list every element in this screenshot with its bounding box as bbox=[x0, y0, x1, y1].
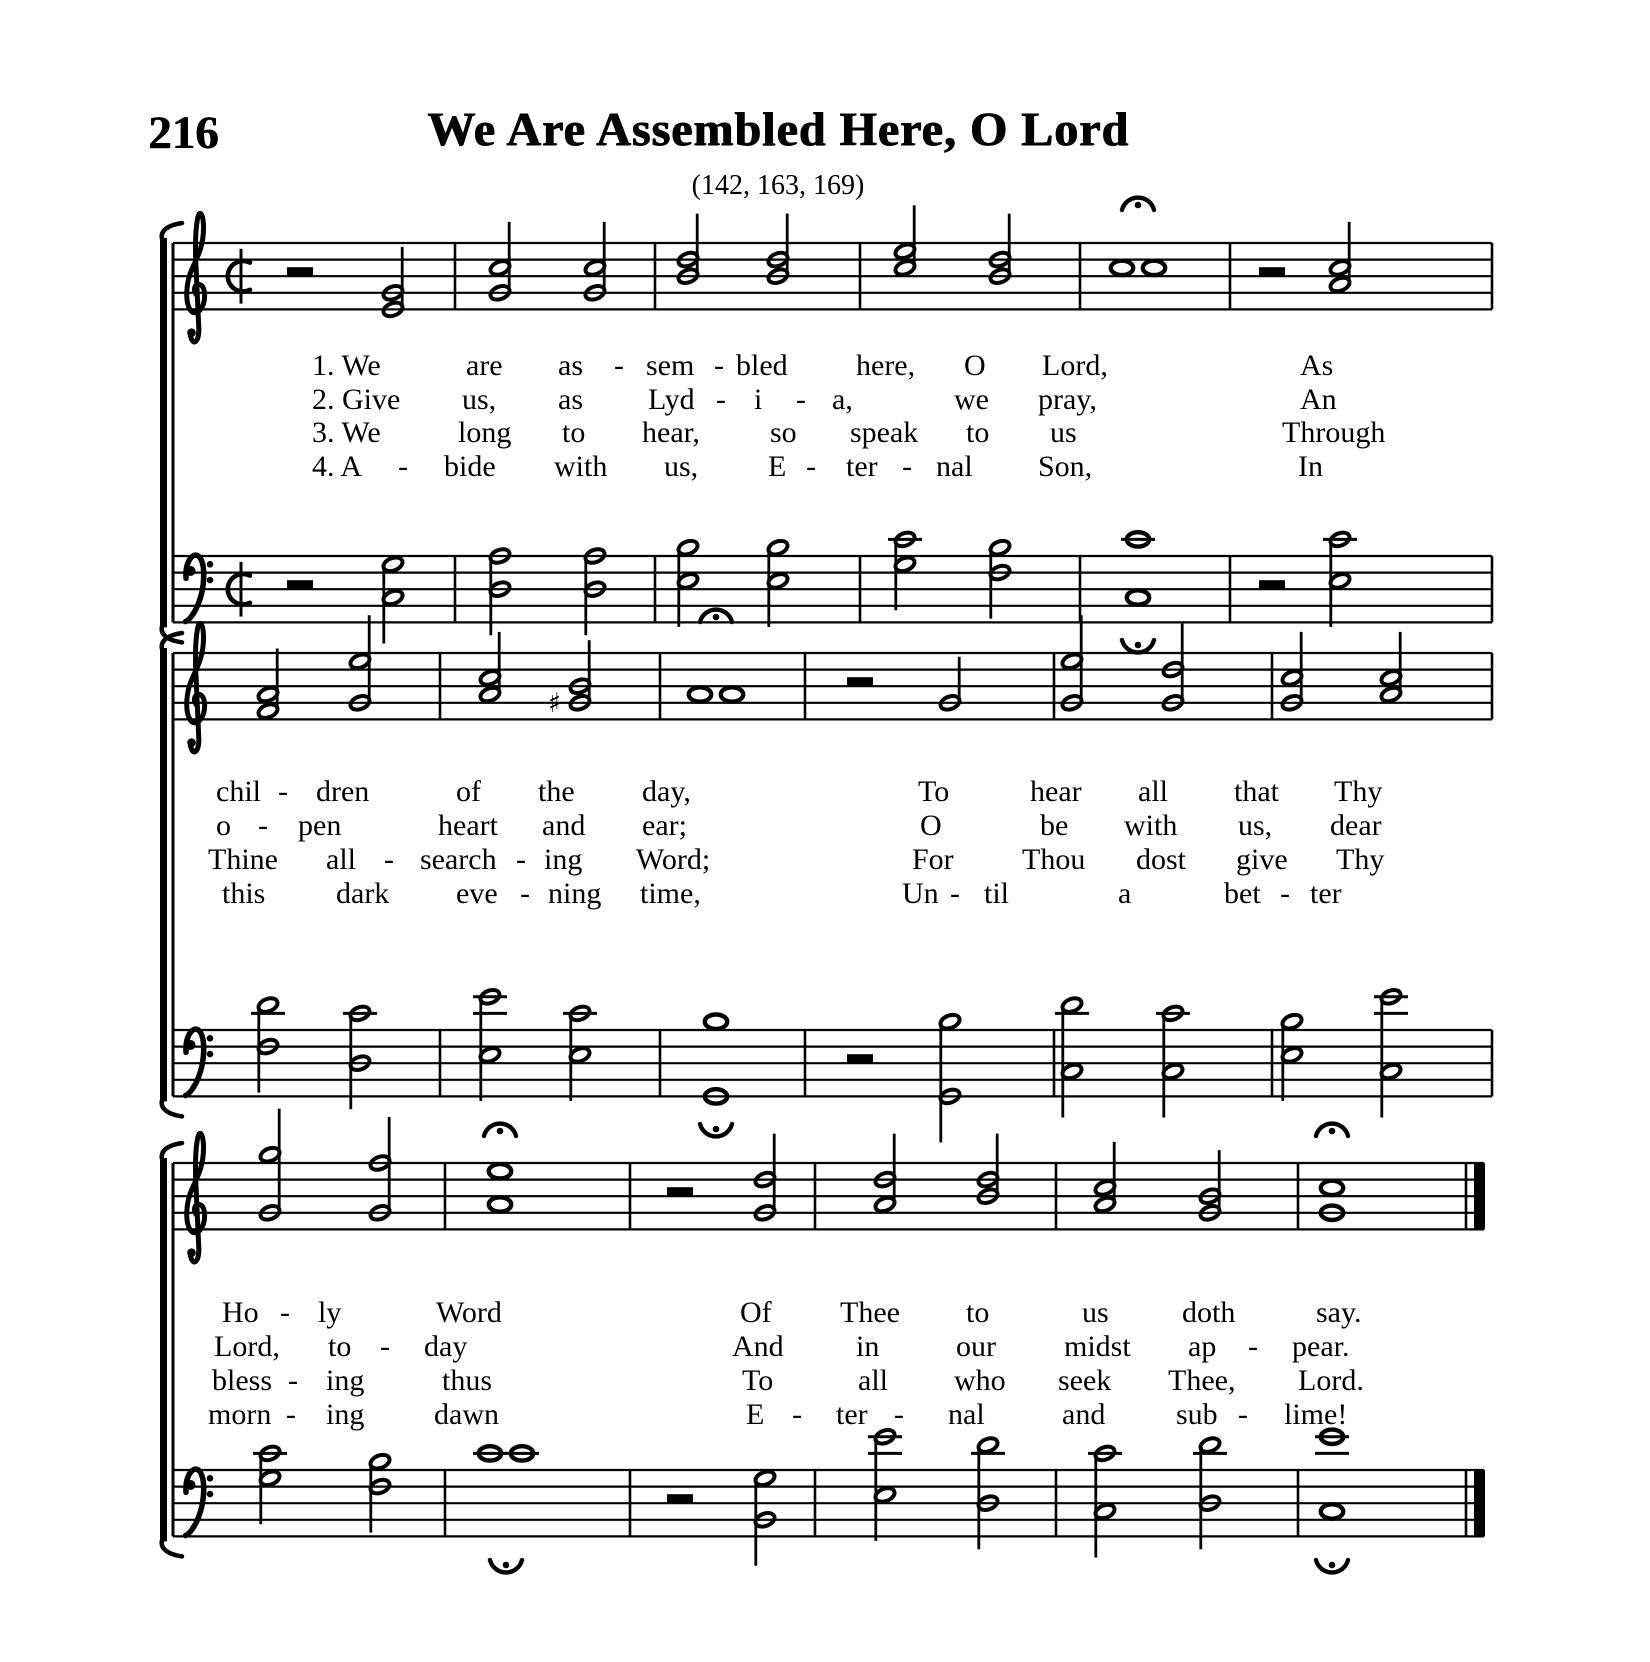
final-barline bbox=[1474, 1470, 1485, 1536]
lyric-syllable: all bbox=[326, 843, 356, 876]
lyric-syllable: lime! bbox=[1284, 1398, 1348, 1431]
lyric-syllable: - bbox=[716, 383, 726, 416]
whole-note-head bbox=[1321, 1181, 1343, 1195]
lyric-syllable: ter bbox=[1310, 877, 1342, 910]
lyric-syllable: dost bbox=[1136, 843, 1187, 876]
lyric-syllable: hear bbox=[1030, 775, 1082, 808]
lyric-syllable: i bbox=[754, 383, 763, 416]
system-bracket bbox=[160, 648, 167, 1101]
lyric-syllable: Thy bbox=[1334, 775, 1383, 808]
lyric-syllable: heart bbox=[438, 809, 498, 842]
half-rest bbox=[847, 1054, 873, 1063]
hymn-references: (142, 163, 169) bbox=[691, 170, 865, 201]
lyric-syllable: morn bbox=[208, 1398, 272, 1431]
lyric-syllable: time, bbox=[640, 877, 701, 910]
fermata-icon bbox=[1135, 202, 1142, 209]
lyric-syllable: An bbox=[1300, 383, 1337, 416]
system-bracket bbox=[162, 223, 182, 239]
lyric-syllable: all bbox=[1138, 775, 1168, 808]
treble-clef-icon bbox=[187, 738, 196, 747]
lyric-syllable: O bbox=[964, 349, 986, 382]
lyric-syllable: - bbox=[398, 450, 408, 483]
lyric-syllable: dawn bbox=[434, 1398, 499, 1431]
hymn-number: 216 bbox=[148, 107, 219, 159]
lyric-syllable: - bbox=[792, 1398, 802, 1431]
lyric-syllable: chil bbox=[216, 775, 261, 808]
lyric-syllable: 4. A bbox=[312, 450, 363, 483]
fermata-icon bbox=[503, 1562, 510, 1569]
lyric-syllable: ning bbox=[548, 877, 602, 910]
lyric-syllable: - bbox=[902, 450, 912, 483]
system-bracket bbox=[160, 238, 167, 627]
lyric-syllable: eve bbox=[456, 877, 498, 910]
lyric-syllable: Word bbox=[436, 1296, 502, 1329]
whole-note-head bbox=[489, 1197, 511, 1211]
treble-clef-icon bbox=[187, 1133, 205, 1262]
lyric-syllable: pear. bbox=[1292, 1330, 1350, 1363]
lyric-syllable: Thy bbox=[1336, 843, 1385, 876]
lyric-syllable: be bbox=[1040, 809, 1069, 842]
lyric-syllable: sem bbox=[646, 349, 695, 382]
lyric-syllable: Of bbox=[740, 1296, 772, 1329]
lyric-syllable: doth bbox=[1182, 1296, 1236, 1329]
fermata-icon bbox=[1329, 1562, 1336, 1569]
bass-clef-icon bbox=[186, 1480, 196, 1490]
lyric-syllable: thus bbox=[442, 1364, 493, 1397]
lyric-syllable: til bbox=[984, 877, 1010, 910]
lyric-syllable: bet bbox=[1224, 877, 1261, 910]
lyric-syllable: - bbox=[950, 877, 960, 910]
lyric-syllable: speak bbox=[850, 416, 919, 449]
half-rest bbox=[287, 580, 313, 589]
lyric-syllable: to bbox=[966, 416, 990, 449]
lyric-syllable: long bbox=[458, 416, 512, 449]
system-bracket bbox=[160, 1158, 167, 1541]
lyric-syllable: - bbox=[384, 843, 394, 876]
lyric-syllable: - bbox=[288, 1364, 298, 1397]
lyric-syllable: - bbox=[806, 450, 816, 483]
lyric-syllable: all bbox=[858, 1364, 888, 1397]
lyric-syllable: as bbox=[558, 383, 583, 416]
lyric-syllable: seek bbox=[1058, 1364, 1112, 1397]
system-bracket bbox=[162, 1143, 182, 1159]
lyric-syllable: a bbox=[1118, 877, 1132, 910]
lyric-syllable: Son, bbox=[1038, 450, 1093, 483]
whole-note-head bbox=[1111, 261, 1133, 275]
lyric-syllable: Thine bbox=[208, 843, 278, 876]
lyric-syllable: as bbox=[558, 349, 583, 382]
whole-note-head bbox=[1321, 1504, 1343, 1518]
lyric-syllable: our bbox=[956, 1330, 996, 1363]
lyric-syllable: give bbox=[1236, 843, 1288, 876]
lyric-syllable: ap bbox=[1188, 1330, 1217, 1363]
lyric-syllable: and bbox=[1062, 1398, 1106, 1431]
lyric-syllable: Thee bbox=[840, 1296, 900, 1329]
lyric-syllable: we bbox=[954, 383, 989, 416]
lyric-syllable: Lord. bbox=[1298, 1364, 1364, 1397]
lyric-syllable: pen bbox=[298, 809, 342, 842]
fermata-icon bbox=[713, 1126, 720, 1133]
lyric-syllable: - bbox=[1280, 877, 1290, 910]
lyric-syllable: us, bbox=[462, 383, 497, 416]
lyric-syllable: us bbox=[1082, 1296, 1109, 1329]
lyric-syllable: us, bbox=[664, 450, 699, 483]
bass-clef-icon bbox=[207, 1491, 214, 1498]
lyric-syllable: dark bbox=[336, 877, 390, 910]
lyric-syllable: midst bbox=[1064, 1330, 1131, 1363]
lyric-syllable: - bbox=[714, 349, 724, 382]
lyric-syllable: 3. We bbox=[312, 416, 381, 449]
lyric-syllable: ing bbox=[326, 1364, 365, 1397]
bass-clef-icon bbox=[207, 561, 214, 568]
lyric-syllable: ing bbox=[544, 843, 583, 876]
lyric-syllable: - bbox=[614, 349, 624, 382]
lyric-syllable: us, bbox=[1238, 809, 1273, 842]
lyric-syllable: - bbox=[520, 877, 530, 910]
bass-clef-icon bbox=[207, 577, 214, 584]
fermata-icon bbox=[1329, 1128, 1336, 1135]
lyric-syllable: and bbox=[542, 809, 586, 842]
whole-note-head bbox=[489, 1164, 511, 1178]
lyric-syllable: Lord, bbox=[1042, 349, 1108, 382]
lyric-syllable: with bbox=[1124, 809, 1178, 842]
hymn-title: We Are Assembled Here, O Lord bbox=[427, 103, 1129, 156]
lyric-syllable: 2. Give bbox=[312, 383, 401, 416]
lyric-syllable: - bbox=[1238, 1398, 1248, 1431]
lyric-syllable: with bbox=[554, 450, 608, 483]
lyric-syllable: ter bbox=[846, 450, 878, 483]
half-rest bbox=[847, 677, 873, 686]
whole-note-head bbox=[705, 1015, 727, 1029]
half-rest bbox=[1259, 267, 1285, 276]
whole-note-head bbox=[721, 687, 743, 701]
whole-note-head bbox=[1143, 261, 1165, 275]
lyric-syllable: o bbox=[216, 809, 231, 842]
bass-clef-icon bbox=[207, 1051, 214, 1058]
lyric-syllable: ly bbox=[318, 1296, 342, 1329]
lyric-syllable: nal bbox=[936, 450, 973, 483]
lyric-syllable: the bbox=[538, 775, 575, 808]
lyric-syllable: - bbox=[894, 1398, 904, 1431]
lyric-syllable: day, bbox=[642, 775, 691, 808]
lyric-syllable: of bbox=[456, 775, 481, 808]
lyric-syllable: - bbox=[516, 843, 526, 876]
lyric-syllable: who bbox=[954, 1364, 1006, 1397]
fermata-icon bbox=[497, 1128, 504, 1135]
lyric-syllable: Ho bbox=[222, 1296, 259, 1329]
lyric-syllable: here, bbox=[856, 349, 916, 382]
lyric-syllable: to bbox=[328, 1330, 352, 1363]
lyric-syllable: ear; bbox=[642, 809, 687, 842]
lyric-syllable: so bbox=[770, 416, 797, 449]
half-rest bbox=[667, 1494, 693, 1503]
lyric-syllable: To bbox=[742, 1364, 774, 1397]
whole-note-head bbox=[1127, 590, 1149, 604]
lyric-syllable: Word; bbox=[636, 843, 711, 876]
whole-note-head bbox=[689, 687, 711, 701]
lyric-syllable: us bbox=[1050, 416, 1077, 449]
lyric-syllable: are bbox=[466, 349, 503, 382]
lyric-syllable: dren bbox=[316, 775, 370, 808]
treble-clef-icon bbox=[187, 623, 205, 752]
lyric-syllable: - bbox=[1248, 1330, 1258, 1363]
lyric-syllable: ing bbox=[326, 1398, 365, 1431]
lyric-syllable: E bbox=[746, 1398, 765, 1431]
lyric-syllable: And bbox=[732, 1330, 784, 1363]
treble-clef-icon bbox=[187, 328, 196, 337]
lyric-syllable: to bbox=[966, 1296, 990, 1329]
lyric-syllable: - bbox=[286, 1398, 296, 1431]
lyric-syllable: O bbox=[920, 809, 942, 842]
lyric-syllable: dear bbox=[1330, 809, 1382, 842]
sharp-accidental: ♯ bbox=[548, 687, 562, 719]
lyric-syllable: that bbox=[1234, 775, 1279, 808]
lyric-syllable: search bbox=[420, 843, 497, 876]
fermata-icon bbox=[1135, 642, 1142, 649]
lyric-syllable: Thee, bbox=[1168, 1364, 1236, 1397]
bass-clef-icon bbox=[207, 1475, 214, 1482]
half-rest bbox=[667, 1187, 693, 1196]
fermata-icon bbox=[713, 614, 720, 621]
lyric-syllable: hear, bbox=[642, 416, 700, 449]
lyric-syllable: - bbox=[796, 383, 806, 416]
lyric-syllable: Through bbox=[1282, 416, 1386, 449]
lyric-syllable: 1. We bbox=[312, 349, 381, 382]
bass-clef-icon bbox=[186, 1040, 196, 1050]
system-bracket bbox=[162, 1100, 182, 1116]
lyric-syllable: nal bbox=[948, 1398, 985, 1431]
lyric-syllable: Thou bbox=[1022, 843, 1086, 876]
lyric-syllable: day bbox=[424, 1330, 468, 1363]
lyric-syllable: this bbox=[222, 877, 266, 910]
lyric-syllable: bless bbox=[212, 1364, 272, 1397]
lyric-syllable: E bbox=[768, 450, 787, 483]
lyric-syllable: As bbox=[1300, 349, 1334, 382]
lyric-syllable: in bbox=[856, 1330, 880, 1363]
lyric-syllable: to bbox=[562, 416, 586, 449]
half-rest bbox=[287, 267, 313, 276]
lyric-syllable: Lyd bbox=[648, 383, 695, 416]
lyric-syllable: bide bbox=[444, 450, 496, 483]
lyric-syllable: - bbox=[258, 809, 268, 842]
lyric-syllable: - bbox=[380, 1330, 390, 1363]
lyric-syllable: - bbox=[278, 775, 288, 808]
bass-clef-icon bbox=[207, 1035, 214, 1042]
system-bracket bbox=[162, 1540, 182, 1556]
lyric-syllable: pray, bbox=[1038, 383, 1097, 416]
lyric-syllable: For bbox=[912, 843, 954, 876]
lyric-syllable: sub bbox=[1176, 1398, 1218, 1431]
treble-clef-icon bbox=[187, 1248, 196, 1257]
bass-clef-icon bbox=[186, 566, 196, 576]
lyric-syllable: - bbox=[280, 1296, 290, 1329]
lyric-syllable: a, bbox=[832, 383, 853, 416]
treble-clef-icon bbox=[187, 213, 205, 342]
lyric-syllable: bled bbox=[736, 349, 788, 382]
lyric-syllable: To bbox=[918, 775, 950, 808]
half-rest bbox=[1259, 580, 1285, 589]
lyric-syllable: Lord, bbox=[214, 1330, 280, 1363]
lyric-syllable: say. bbox=[1316, 1296, 1362, 1329]
lyric-syllable: In bbox=[1298, 450, 1323, 483]
lyric-syllable: ter bbox=[836, 1398, 868, 1431]
lyric-syllable: Un bbox=[902, 877, 939, 910]
final-barline bbox=[1474, 1163, 1485, 1229]
